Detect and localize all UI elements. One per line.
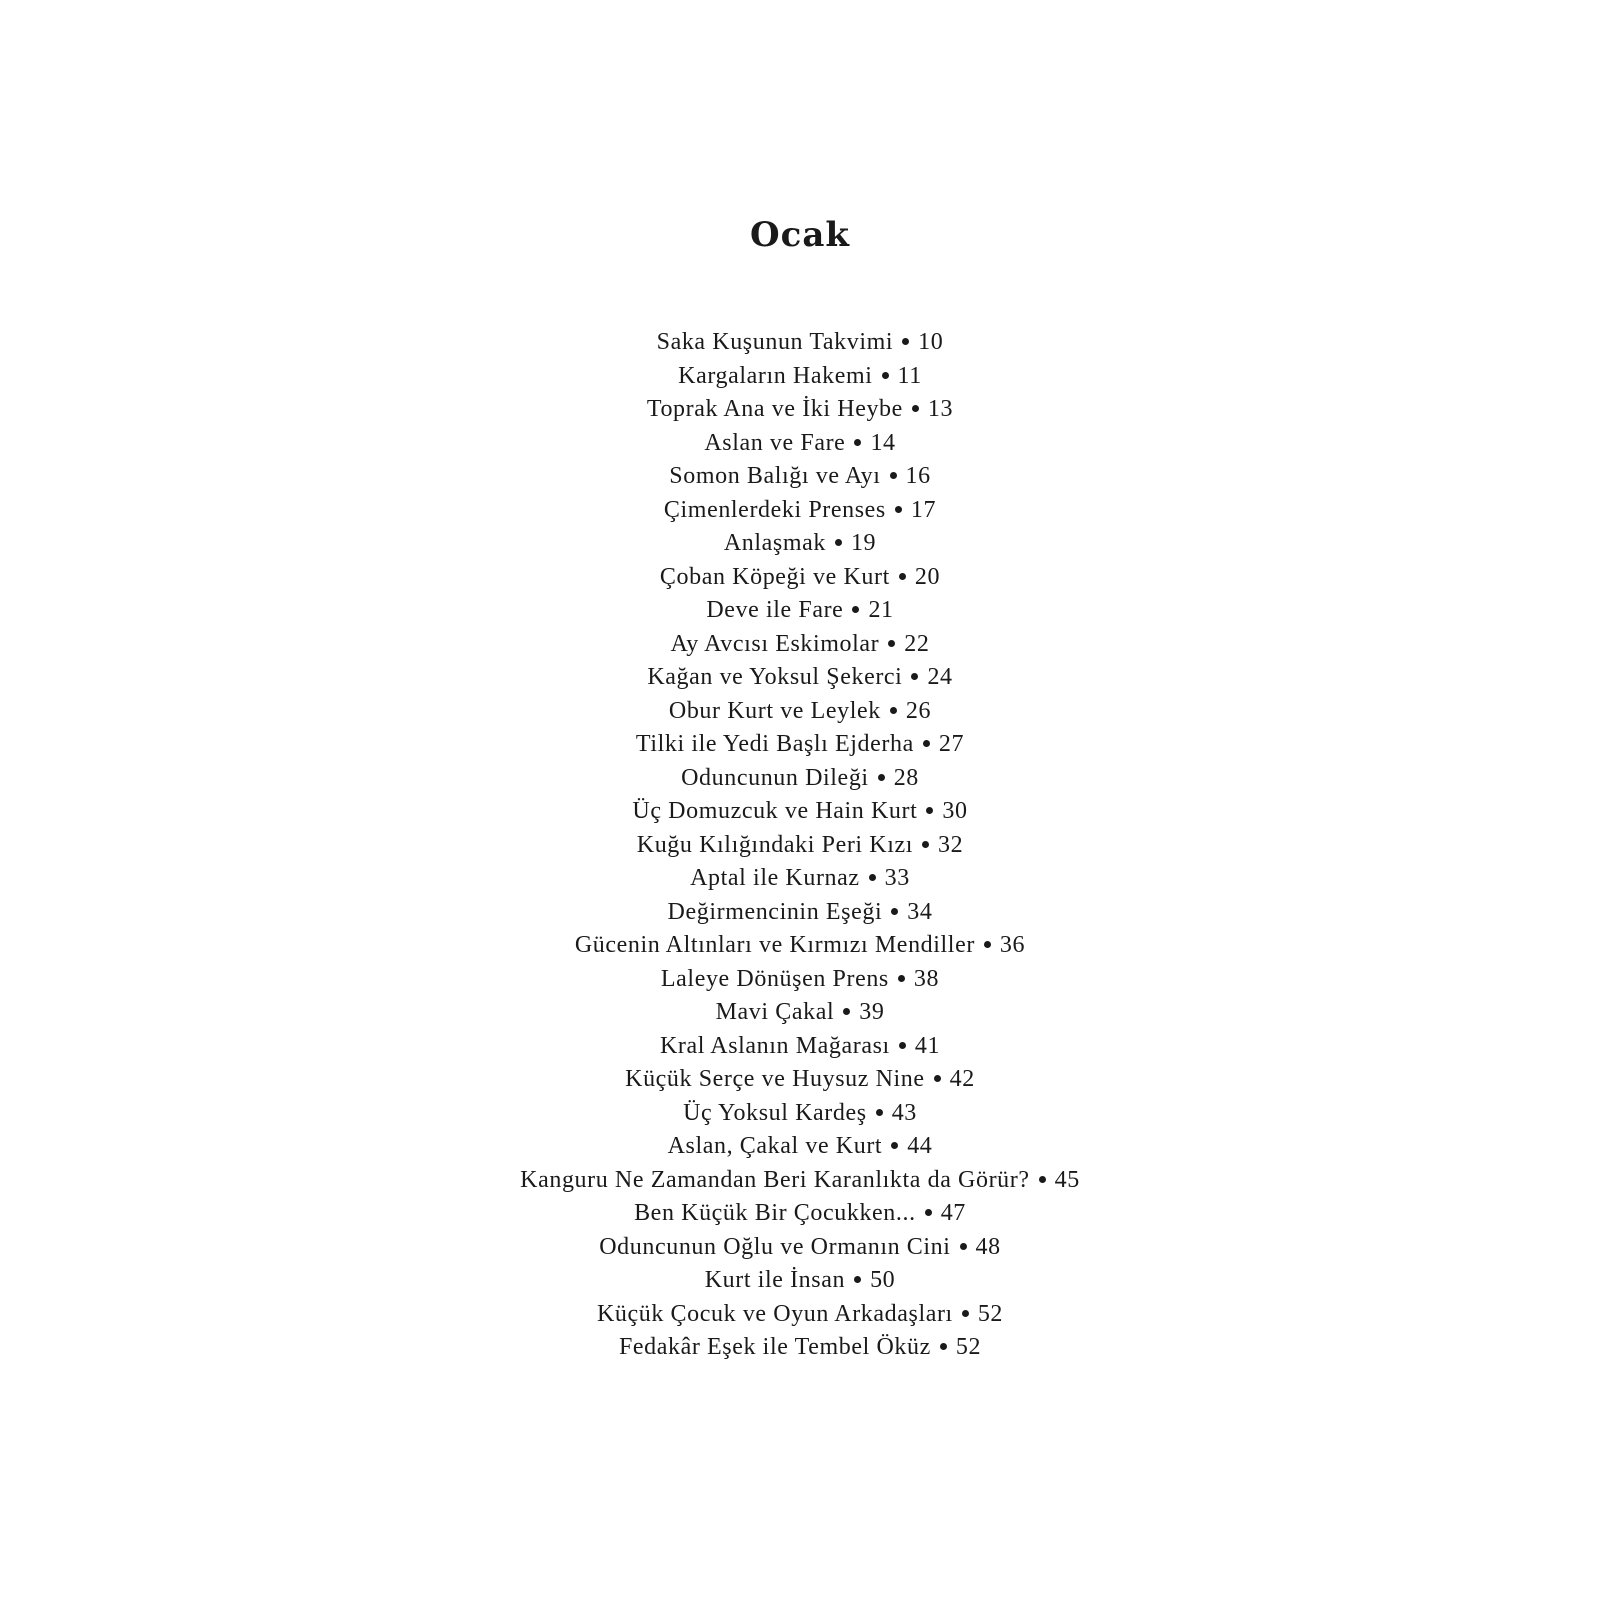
toc-entry-title: Toprak Ana ve İki Heybe [646, 396, 903, 422]
toc-entry-title: Ben Küçük Bir Çocukken... [634, 1200, 916, 1226]
toc-entry-title: Fedakâr Eşek ile Tembel Öküz [618, 1334, 931, 1360]
bullet-separator [890, 707, 897, 714]
toc-entry-page-number: 10 [918, 329, 944, 355]
bullet-separator [878, 774, 885, 781]
toc-entry-page-number: 42 [949, 1066, 975, 1092]
bullet-separator [843, 1008, 850, 1015]
table-of-contents [0, 326, 1600, 1365]
toc-entry-title: Gücenin Altınları ve Kırmızı Mendiller [574, 932, 975, 958]
toc-entry [0, 1097, 1600, 1131]
bullet-separator [869, 874, 876, 881]
toc-entry-page-number: 52 [955, 1334, 982, 1360]
toc-entry [0, 728, 1600, 762]
toc-entry [0, 360, 1600, 394]
bullet-separator [911, 673, 918, 680]
toc-entry-title: Ay Avcısı Eskimolar [670, 630, 880, 657]
toc-entry-title: Kağan ve Yoksul Şekerci [647, 664, 903, 690]
toc-entry-title: Laleye Dönüşen Prens [660, 965, 889, 992]
toc-entry [0, 1164, 1600, 1198]
bullet-separator [899, 1042, 906, 1049]
toc-entry [0, 695, 1600, 729]
toc-entry [0, 1030, 1600, 1064]
toc-entry-title: Kanguru Ne Zamandan Beri Karanlıkta da Görür? [520, 1166, 1030, 1193]
bullet-separator [934, 1075, 941, 1082]
toc-entry-page-number: 52 [977, 1300, 1004, 1327]
toc-entry-page-number: 26 [905, 697, 932, 724]
bullet-separator [854, 1276, 861, 1283]
toc-entry-title: Aptal ile Kurnaz [690, 865, 860, 891]
toc-entry [0, 628, 1600, 662]
toc-entry-page-number: 44 [907, 1133, 933, 1159]
toc-entry-title: Oduncunun Dileği [681, 764, 869, 791]
toc-entry-page-number: 16 [905, 463, 931, 489]
toc-entry-title: Kral Aslanın Mağarası [659, 1032, 890, 1059]
toc-entry-title: Oduncunun Oğlu ve Ormanın Cini [599, 1233, 951, 1260]
toc-entry [0, 1298, 1600, 1332]
toc-entry [0, 494, 1600, 528]
toc-entry-title: Çimenlerdeki Prenses [663, 496, 886, 523]
toc-entry [0, 460, 1600, 494]
toc-entry-title: Saka Kuşunun Takvimi [656, 329, 894, 355]
toc-entry-page-number: 13 [927, 396, 954, 422]
toc-entry-page-number: 27 [938, 731, 965, 757]
bullet-separator [876, 1109, 883, 1116]
toc-entry-title: Deve ile Fare [706, 597, 844, 623]
toc-entry-page-number: 24 [927, 664, 953, 690]
toc-entry [0, 1264, 1600, 1298]
toc-entry-page-number: 11 [897, 362, 922, 389]
bullet-separator [923, 740, 930, 747]
toc-entry [0, 795, 1600, 829]
toc-entry-page-number: 45 [1054, 1166, 1080, 1193]
toc-entry-page-number: 28 [893, 764, 919, 791]
toc-entry-title: Çoban Köpeği ve Kurt [659, 563, 890, 590]
toc-entry-page-number: 20 [914, 563, 941, 590]
toc-entry-page-number: 39 [859, 999, 885, 1025]
toc-entry [0, 561, 1600, 595]
toc-entry-page-number: 14 [870, 429, 896, 456]
toc-entry [0, 1197, 1600, 1231]
toc-entry-title: Obur Kurt ve Leylek [668, 697, 881, 724]
toc-entry-page-number: 32 [938, 831, 964, 858]
toc-entry [0, 929, 1600, 963]
toc-entry [0, 1331, 1600, 1365]
toc-entry-title: Aslan ve Fare [704, 429, 846, 456]
toc-entry-title: Üç Yoksul Kardeş [683, 1099, 867, 1126]
bullet-separator [898, 975, 905, 982]
toc-entry-title: Kurt ile İnsan [704, 1267, 846, 1293]
toc-entry [0, 862, 1600, 896]
toc-entry-page-number: 33 [884, 865, 910, 891]
bullet-separator [891, 908, 898, 915]
toc-entry-page-number: 30 [942, 798, 968, 824]
toc-entry-title: Değirmencinin Eşeği [667, 898, 883, 925]
toc-entry [0, 1231, 1600, 1265]
toc-entry-title: Aslan, Çakal ve Kurt [667, 1133, 883, 1159]
bullet-separator [912, 405, 919, 412]
toc-entry [0, 1063, 1600, 1097]
toc-entry [0, 963, 1600, 997]
bullet-separator [1039, 1176, 1046, 1183]
toc-entry [0, 427, 1600, 461]
toc-entry [0, 896, 1600, 930]
bullet-separator [890, 472, 897, 479]
toc-entry-title: Mavi Çakal [715, 999, 835, 1025]
toc-entry [0, 326, 1600, 360]
toc-entry-title: Anlaşmak [723, 530, 826, 556]
toc-entry [0, 829, 1600, 863]
toc-entry-page-number: 19 [850, 530, 877, 556]
toc-entry-page-number: 48 [975, 1233, 1001, 1260]
bullet-separator [926, 807, 933, 814]
page-title: Ocak [750, 215, 850, 255]
toc-entry [0, 527, 1600, 561]
bullet-separator [960, 1243, 967, 1250]
toc-entry-title: Kuğu Kılığındaki Peri Kızı [636, 831, 914, 858]
bullet-separator [922, 841, 929, 848]
toc-entry-page-number: 21 [868, 597, 894, 623]
toc-entry-page-number: 22 [904, 630, 930, 657]
bullet-separator [940, 1343, 947, 1350]
toc-entry-title: Tilki ile Yedi Başlı Ejderha [635, 731, 914, 757]
toc-entry [0, 996, 1600, 1030]
toc-entry-title: Somon Balığı ve Ayı [669, 463, 881, 489]
toc-entry [0, 661, 1600, 695]
bullet-separator [835, 539, 842, 546]
bullet-separator [854, 439, 861, 446]
toc-entry [0, 1130, 1600, 1164]
toc-entry [0, 393, 1600, 427]
toc-entry-title: Küçük Serçe ve Huysuz Nine [625, 1066, 925, 1092]
bullet-separator [882, 372, 889, 379]
bullet-separator [925, 1209, 932, 1216]
bullet-separator [852, 606, 859, 613]
toc-entry-page-number: 34 [907, 898, 933, 925]
bullet-separator [888, 640, 895, 647]
bullet-separator [895, 506, 902, 513]
bullet-separator [902, 338, 909, 345]
bullet-separator [891, 1142, 898, 1149]
toc-entry-page-number: 36 [999, 932, 1026, 958]
bullet-separator [899, 573, 906, 580]
toc-entry-title: Küçük Çocuk ve Oyun Arkadaşları [596, 1300, 953, 1327]
toc-entry-title: Üç Domuzcuk ve Hain Kurt [632, 798, 918, 824]
toc-entry-page-number: 43 [891, 1099, 917, 1126]
toc-entry [0, 594, 1600, 628]
toc-entry-page-number: 50 [870, 1267, 896, 1293]
toc-entry-page-number: 17 [910, 496, 937, 523]
toc-entry-page-number: 41 [914, 1032, 941, 1059]
bullet-separator [984, 941, 991, 948]
toc-entry-title: Kargaların Hakemi [678, 362, 873, 389]
bullet-separator [962, 1310, 969, 1317]
toc-entry-page-number: 38 [913, 965, 940, 992]
toc-entry-page-number: 47 [940, 1200, 966, 1226]
toc-entry [0, 762, 1600, 796]
